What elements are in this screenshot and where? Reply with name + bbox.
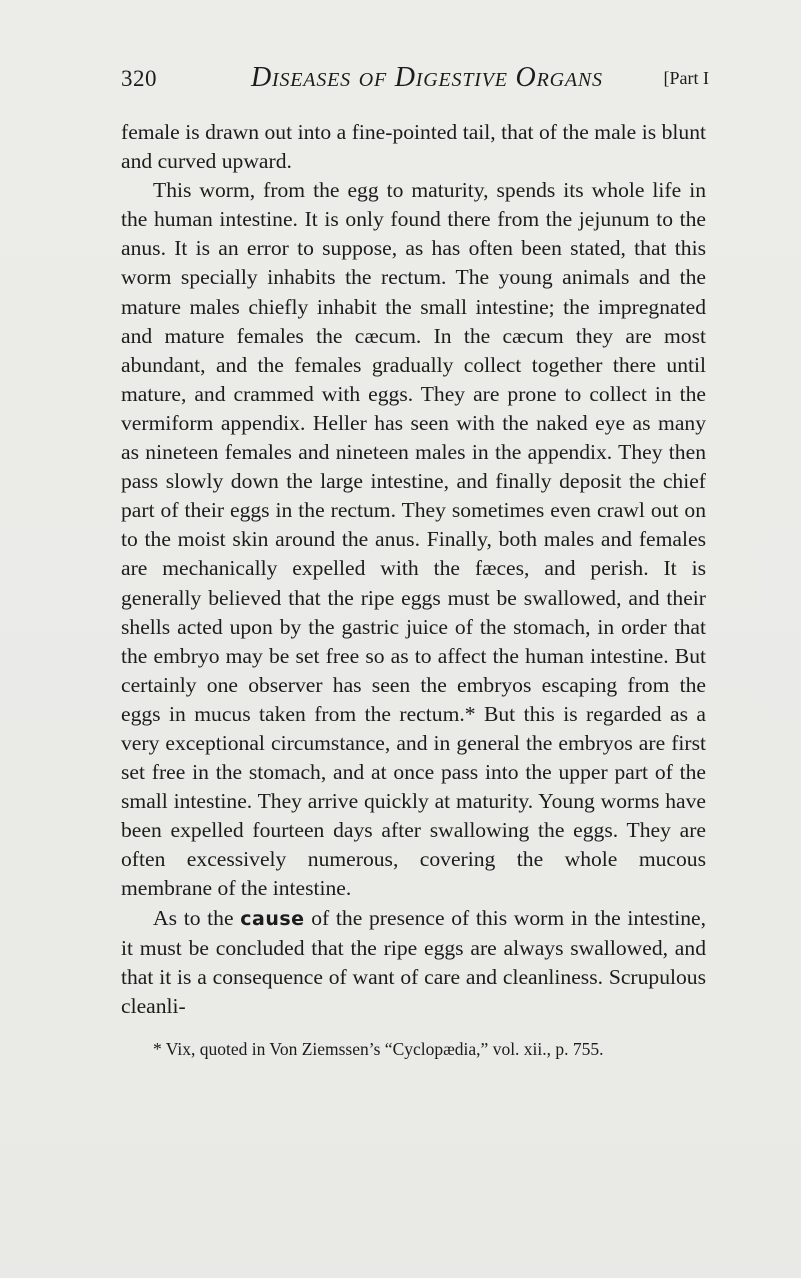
body-text [121,118,706,1021]
paragraph-1: female is drawn out into a fine-pointed tail, that of the male is blunt and curved upward. [121,120,706,174]
paragraph-3-end: of the presence of this worm in the intestine, it must be concluded that the ripe eggs are always swallowed, and that it is a consequence of want of care and cleanliness. Scrupulous cleanli- [121,905,706,1018]
footnote: * Vix, quoted in Von Ziemssen’s “Cyclopædia,” vol. xii., p. 755. [153,1039,604,1059]
running-title: Diseases of Digestive Organs [251,62,603,93]
page-number: 320 [121,66,157,91]
emphasized-word: cause [240,907,305,930]
part-label: [Part I [663,68,709,88]
paragraph-2: This worm, from the egg to maturity, spends its whole life in the human intestine. It is only found there from the jejunum to the anus. It is an error to suppose, as has often been stated, that this worm specially inhabits the rectum. The young animals and the mature males chiefly inhabit the small intestine; the impregnated and mature females the cæcum. In the cæcum they are most abundant, and the females gradually collect together there until mature, and crammed with eggs. They are prone to collect in the vermiform appendix. Heller has seen with the naked eye as many as nineteen females and nineteen males in the appendix. They then pass slowly down the large intestine, and finally deposit the chief part of their eggs in the rectum. They sometimes even crawl out on to the moist skin around the anus. Finally, both males and females are mechanically expelled with the fæces, and perish. It is generally believed that the ripe eggs must be swallowed, and their shells acted upon by the gastric juice of the stomach, in order that the embryo may be set free so as to affect the human intestine. But certainly one observer has seen the embryos escaping from the eggs in mucus taken from the rectum.* But this is regarded as a very exceptional circumstance, and in general the embryos are first set free in the stomach, and at once pass into the upper part of the small intestine. They arrive quickly at maturity. Young worms have been expelled fourteen days after swallowing the eggs. They are often excessively numerous, covering the whole mucous membrane of the intestine. [121,178,706,901]
page-header [121,62,709,96]
paragraph-3 [121,904,706,1021]
paragraph-3-start: As to the [153,905,241,930]
